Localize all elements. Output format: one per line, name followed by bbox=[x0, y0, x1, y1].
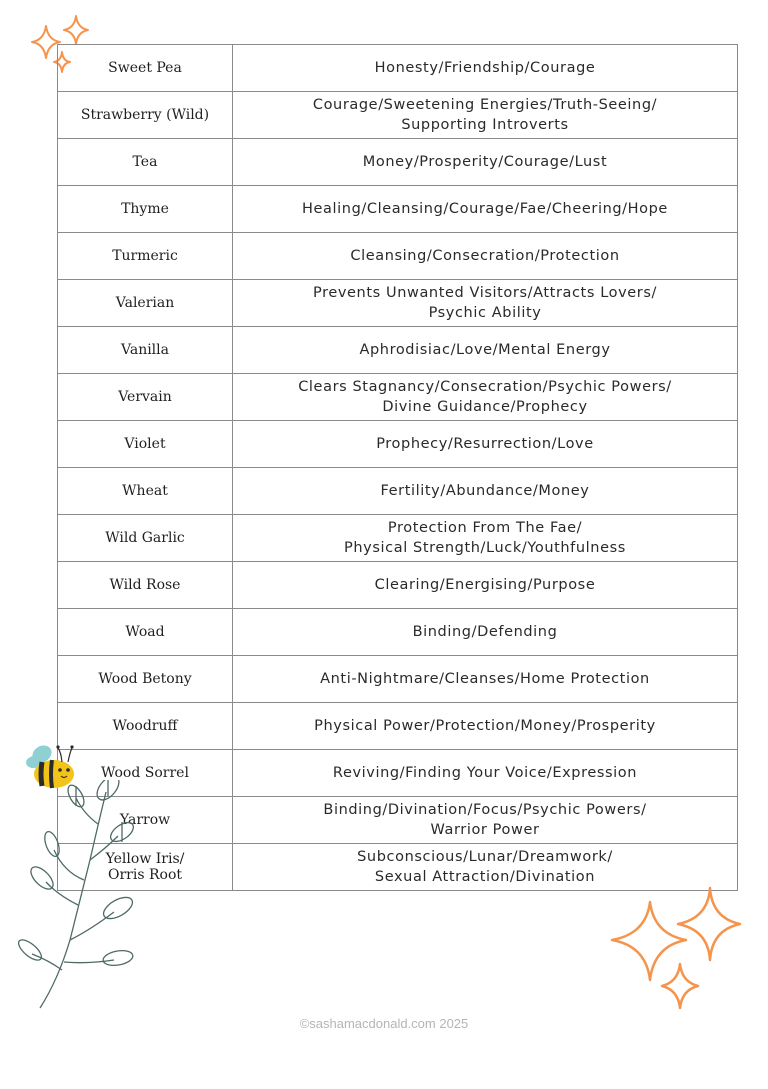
herb-meaning: Prophecy/Resurrection/Love bbox=[376, 436, 594, 452]
sparkles-icon bbox=[604, 884, 746, 1016]
herb-meaning-cell bbox=[233, 280, 738, 327]
herb-correspondence-table bbox=[57, 44, 738, 891]
herb-meaning: Warrior Power bbox=[430, 822, 540, 838]
herb-meaning-cell bbox=[233, 750, 738, 797]
herb-meaning: Aphrodisiac/Love/Mental Energy bbox=[359, 342, 611, 358]
herb-name-cell bbox=[58, 656, 233, 703]
table-row bbox=[58, 233, 738, 280]
herb-meaning-cell bbox=[233, 233, 738, 280]
table-row bbox=[58, 656, 738, 703]
table-row bbox=[58, 139, 738, 186]
herb-name-cell bbox=[58, 797, 233, 844]
herb-name: Yellow Iris/ bbox=[105, 851, 185, 867]
herb-meaning-cell bbox=[233, 562, 738, 609]
herb-meaning: Clears Stagnancy/Consecration/Psychic Powers/ bbox=[298, 379, 672, 395]
table-row bbox=[58, 280, 738, 327]
herb-name: Strawberry (Wild) bbox=[80, 107, 210, 123]
herb-name-cell bbox=[58, 186, 233, 233]
table-row bbox=[58, 468, 738, 515]
herb-name: Woad bbox=[125, 624, 165, 640]
herb-name-cell bbox=[58, 468, 233, 515]
herb-meaning: Reviving/Finding Your Voice/Expression bbox=[332, 765, 638, 781]
table-row bbox=[58, 374, 738, 421]
herb-name-cell bbox=[58, 703, 233, 750]
table-row bbox=[58, 92, 738, 139]
herb-meaning: Clearing/Energising/Purpose bbox=[374, 577, 596, 593]
herb-meaning: Anti-Nightmare/Cleanses/Home Protection bbox=[320, 671, 650, 687]
herb-meaning: Protection From The Fae/ bbox=[387, 520, 583, 536]
herb-meaning-cell bbox=[233, 844, 738, 891]
herb-meaning-cell bbox=[233, 609, 738, 656]
herb-meaning: Binding/Defending bbox=[412, 624, 558, 640]
herb-name-cell bbox=[58, 139, 233, 186]
herb-meaning: Supporting Introverts bbox=[401, 117, 569, 133]
table-row bbox=[58, 45, 738, 92]
herb-name-cell bbox=[58, 609, 233, 656]
herb-meaning: Physical Strength/Luck/Youthfulness bbox=[344, 540, 626, 556]
herb-meaning: Courage/Sweetening Energies/Truth-Seeing/ bbox=[312, 97, 658, 113]
herb-name: Wood Sorrel bbox=[101, 765, 189, 781]
herb-name: Orris Root bbox=[108, 867, 182, 883]
herb-name-cell bbox=[58, 92, 233, 139]
herb-meaning-cell bbox=[233, 186, 738, 233]
herb-meaning: Healing/Cleansing/Courage/Fae/Cheering/Hope bbox=[302, 201, 668, 217]
herb-meaning: Money/Prosperity/Courage/Lust bbox=[362, 154, 608, 170]
herb-meaning-cell bbox=[233, 515, 738, 562]
herb-name-cell bbox=[58, 45, 233, 92]
table-row bbox=[58, 797, 738, 844]
herb-name: Vervain bbox=[118, 389, 172, 405]
herb-name-cell bbox=[58, 562, 233, 609]
table-row bbox=[58, 327, 738, 374]
herb-name: Valerian bbox=[115, 295, 175, 311]
herb-meaning-cell bbox=[233, 374, 738, 421]
herb-meaning: Prevents Unwanted Visitors/Attracts Lovers/ bbox=[312, 285, 658, 301]
herb-name-cell bbox=[58, 280, 233, 327]
herb-meaning: Sexual Attraction/Divination bbox=[374, 869, 596, 885]
herb-name: Wild Garlic bbox=[105, 530, 185, 546]
herb-meaning: Fertility/Abundance/Money bbox=[380, 483, 590, 499]
herb-name: Sweet Pea bbox=[108, 60, 182, 76]
herb-meaning-cell bbox=[233, 421, 738, 468]
herb-meaning-cell bbox=[233, 797, 738, 844]
herb-name-cell bbox=[58, 750, 233, 797]
herb-meaning-cell bbox=[233, 656, 738, 703]
herb-meaning-cell bbox=[233, 92, 738, 139]
herb-name: Turmeric bbox=[112, 248, 178, 264]
table-row bbox=[58, 421, 738, 468]
herb-name: Wood Betony bbox=[98, 671, 192, 687]
table-row bbox=[58, 609, 738, 656]
herb-meaning: Subconscious/Lunar/Dreamwork/ bbox=[357, 849, 613, 865]
herb-name: Tea bbox=[132, 154, 158, 170]
table-row bbox=[58, 703, 738, 750]
herb-name: Thyme bbox=[121, 201, 169, 217]
herb-name: Violet bbox=[124, 436, 166, 452]
herb-meaning: Cleansing/Consecration/Protection bbox=[350, 248, 620, 264]
herb-meaning-cell bbox=[233, 139, 738, 186]
herb-meaning-cell bbox=[233, 703, 738, 750]
herb-meaning: Honesty/Friendship/Courage bbox=[374, 60, 596, 76]
herb-meaning: Physical Power/Protection/Money/Prosperity bbox=[314, 718, 656, 734]
herb-meaning-cell bbox=[233, 45, 738, 92]
herb-name: Wild Rose bbox=[109, 577, 181, 593]
table-row bbox=[58, 750, 738, 797]
herb-meaning: Divine Guidance/Prophecy bbox=[382, 399, 588, 415]
herb-name-cell bbox=[58, 374, 233, 421]
herb-name: Yarrow bbox=[119, 812, 171, 828]
table-row bbox=[58, 844, 738, 891]
herb-name: Wheat bbox=[122, 483, 168, 499]
herb-name-cell bbox=[58, 844, 233, 891]
herb-meaning-cell bbox=[233, 468, 738, 515]
herb-name-cell bbox=[58, 421, 233, 468]
herb-meaning: Psychic Ability bbox=[428, 305, 542, 321]
herb-name: Vanilla bbox=[121, 342, 169, 358]
herb-name-cell bbox=[58, 327, 233, 374]
herb-name: Woodruff bbox=[112, 718, 178, 734]
table-row bbox=[58, 515, 738, 562]
copyright-footer: ©sashamacdonald.com 2025 bbox=[299, 1016, 469, 1031]
herb-name-cell bbox=[58, 515, 233, 562]
table-row bbox=[58, 186, 738, 233]
herb-name-cell bbox=[58, 233, 233, 280]
table-row bbox=[58, 562, 738, 609]
herb-meaning-cell bbox=[233, 327, 738, 374]
herb-meaning: Binding/Divination/Focus/Psychic Powers/ bbox=[323, 802, 647, 818]
